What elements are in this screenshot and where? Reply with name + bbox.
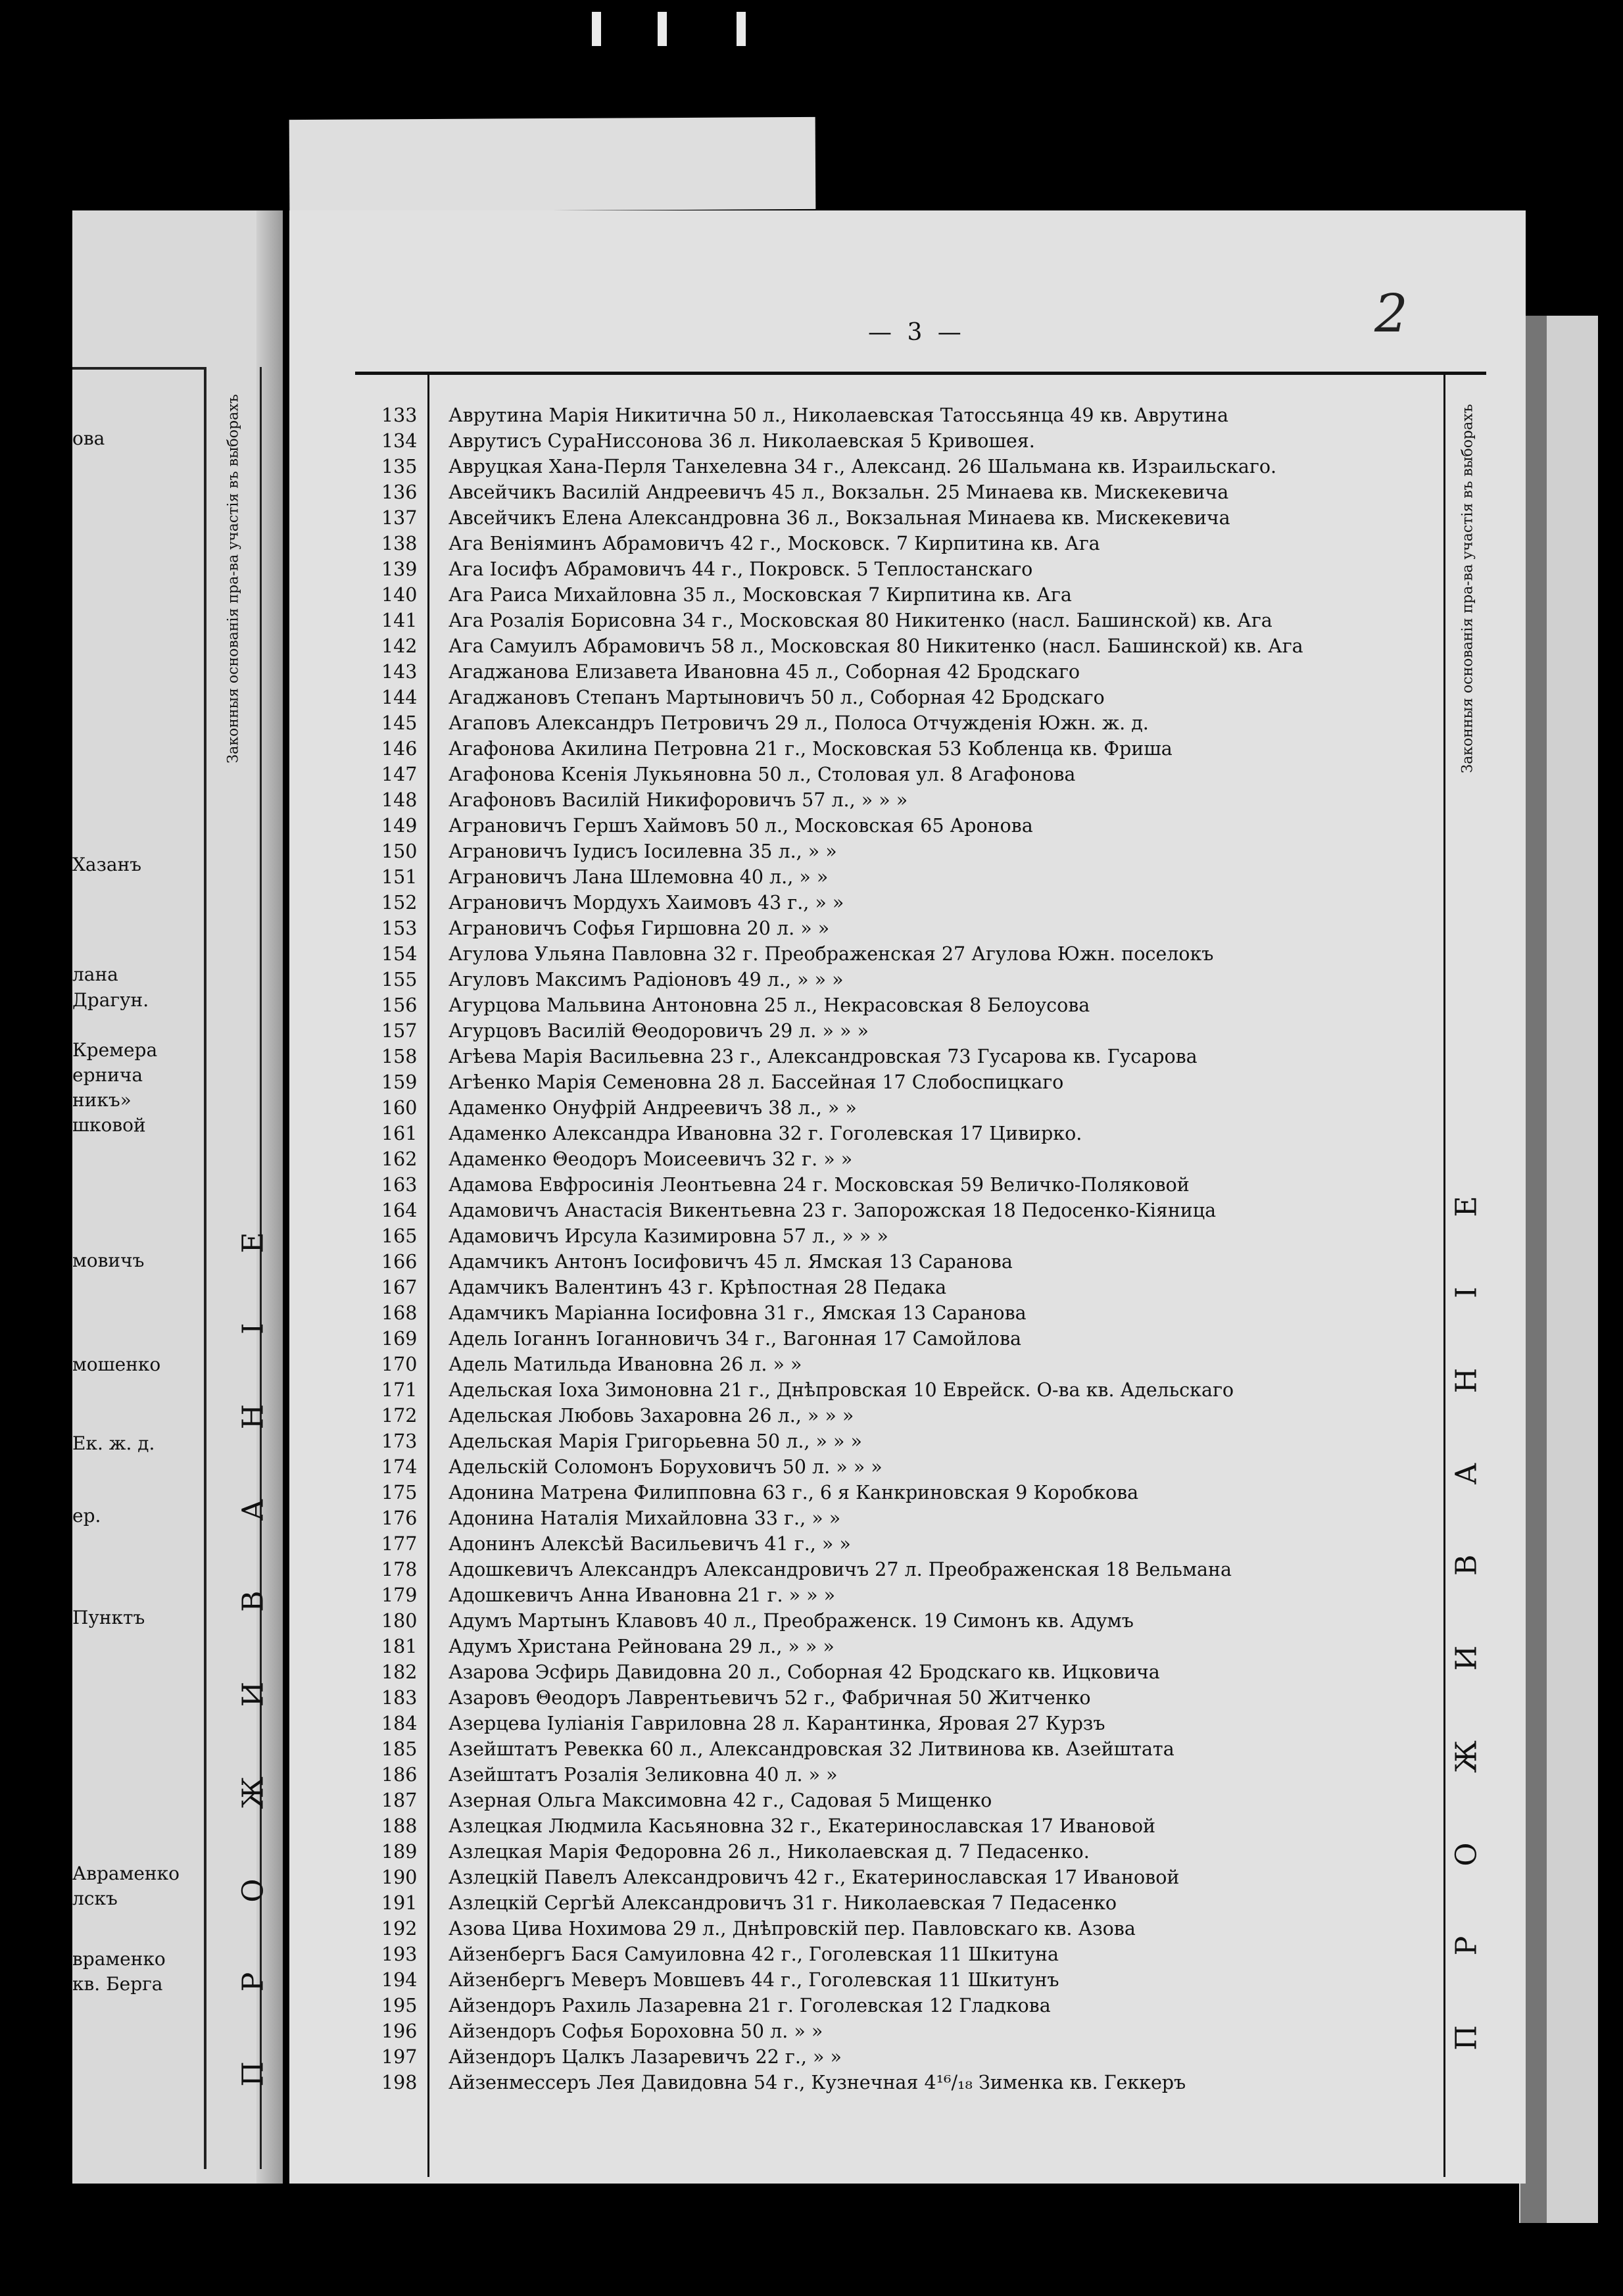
top-rule bbox=[355, 372, 1486, 375]
entry-number: 168 bbox=[381, 1302, 418, 1324]
entry-number: 170 bbox=[381, 1354, 418, 1375]
entry-text: Авсейчикъ Василій Андреевичъ 45 л., Вокзальн. 25 Минаева кв. Мискекевича bbox=[448, 481, 1229, 503]
entry-text: Агѣенко Марія Семеновна 28 л. Бассейная 17 Слобоспицкаго bbox=[448, 1071, 1064, 1093]
list-item bbox=[355, 736, 1447, 762]
list-item bbox=[355, 633, 1447, 659]
entry-text: Адамчикъ Валентинъ 43 г. Крѣпостная 28 Педака bbox=[448, 1277, 947, 1298]
entry-number: 149 bbox=[381, 815, 418, 837]
entry-number: 190 bbox=[381, 1867, 418, 1888]
entry-number: 166 bbox=[381, 1251, 418, 1273]
entry-text: Азова Цива Нохимова 29 л., Днѣпровскій пер. Павловскаго кв. Азова bbox=[448, 1918, 1136, 1940]
list-item bbox=[355, 1942, 1447, 1967]
list-item bbox=[355, 428, 1447, 454]
entry-number: 148 bbox=[381, 789, 418, 811]
entry-text: Агаджанова Елизавета Ивановна 45 л., Соборная 42 Бродскаго bbox=[448, 661, 1080, 683]
list-item bbox=[355, 608, 1447, 633]
page-number: — 3 — bbox=[868, 319, 965, 346]
entry-text: Адамовичъ Ирсула Казимировна 57 л., » » » bbox=[448, 1225, 888, 1247]
entry-text: Авруцкая Хана-Перля Танхелевна 34 г., Александ. 26 Шальмана кв. Израильскаго. bbox=[448, 456, 1277, 477]
entry-number: 192 bbox=[381, 1918, 418, 1940]
entry-number: 153 bbox=[381, 917, 418, 939]
list-item bbox=[355, 1634, 1447, 1659]
entry-number: 181 bbox=[381, 1636, 418, 1657]
entry-text: Аграновичъ Мордухъ Хаимовъ 43 г., » » bbox=[448, 892, 844, 914]
entry-text: Адаменко Θеодоръ Моисеевичъ 32 г. » » bbox=[448, 1148, 853, 1170]
left-page-column-header: Законныя основанія пра-ва участія въ выборахъ bbox=[225, 394, 242, 764]
list-item bbox=[355, 1659, 1447, 1685]
entry-number: 198 bbox=[381, 2072, 418, 2093]
list-item bbox=[355, 1505, 1447, 1531]
list-item bbox=[355, 1403, 1447, 1429]
list-item bbox=[355, 1865, 1447, 1890]
left-fragment: Хазанъ bbox=[72, 854, 142, 875]
entry-text: Агѣева Марія Васильевна 23 г., Александровская 73 Гусарова кв. Гусарова bbox=[448, 1046, 1198, 1067]
list-item bbox=[355, 1531, 1447, 1557]
entry-number: 151 bbox=[381, 866, 418, 888]
list-item bbox=[355, 864, 1447, 890]
list-item bbox=[355, 1095, 1447, 1121]
entry-number: 167 bbox=[381, 1277, 418, 1298]
entry-number: 157 bbox=[381, 1020, 418, 1042]
entry-text: Ага Самуилъ Абрамовичъ 58 л., Московская 80 Никитенко (насл. Башинской) кв. Ага bbox=[448, 635, 1303, 657]
left-fragment: никъ» bbox=[72, 1089, 132, 1111]
list-item bbox=[355, 2070, 1447, 2095]
left-page-top-rule bbox=[72, 367, 204, 370]
list-item bbox=[355, 839, 1447, 864]
list-item bbox=[355, 1172, 1447, 1198]
entry-text: Агурцовъ Василій Θеодоровичъ 29 л. » » » bbox=[448, 1020, 869, 1042]
entry-text: Азерная Ольга Максимовна 42 г., Садовая 5 Мищенко bbox=[448, 1790, 992, 1811]
entry-number: 195 bbox=[381, 1995, 418, 2016]
list-item bbox=[355, 992, 1447, 1018]
entry-text: Азлецкій Павелъ Александровичъ 42 г., Екатеринославская 17 Ивановой bbox=[448, 1867, 1180, 1888]
entry-number: 140 bbox=[381, 584, 418, 606]
entry-number: 186 bbox=[381, 1764, 418, 1786]
entry-text: Агаджановъ Степанъ Мартыновичъ 50 л., Соборная 42 Бродскаго bbox=[448, 687, 1105, 708]
entry-text: Ага Іосифъ Абрамовичъ 44 г., Покровск. 5 Теплостанскаго bbox=[448, 558, 1033, 580]
list-item bbox=[355, 710, 1447, 736]
entry-text: Аврутисъ СураНиссонова 36 л. Николаевская 5 Кривошея. bbox=[448, 430, 1035, 452]
entry-text: Ага Веніяминъ Абрамовичъ 42 г., Московск. 7 Кирпитина кв. Ага bbox=[448, 533, 1100, 554]
list-item bbox=[355, 1813, 1447, 1839]
list-item bbox=[355, 1454, 1447, 1480]
list-item bbox=[355, 1275, 1447, 1300]
entry-number: 189 bbox=[381, 1841, 418, 1863]
right-paper-edge bbox=[1519, 316, 1598, 2223]
list-item bbox=[355, 916, 1447, 941]
entry-text: Азейштатъ Розалія Зеликовна 40 л. » » bbox=[448, 1764, 838, 1786]
entry-number: 146 bbox=[381, 738, 418, 760]
list-item bbox=[355, 1582, 1447, 1608]
entry-number: 139 bbox=[381, 558, 418, 580]
list-item bbox=[355, 1223, 1447, 1249]
entry-text: Адамовичъ Анастасія Викентьевна 23 г. Запорожская 18 Педосенко-Кіяница bbox=[448, 1200, 1217, 1221]
entry-number: 183 bbox=[381, 1687, 418, 1709]
entry-number: 162 bbox=[381, 1148, 418, 1170]
entry-text: Азаровъ Θеодоръ Лаврентьевичъ 52 г., Фабричная 50 Житченко bbox=[448, 1687, 1091, 1709]
entry-text: Агаповъ Александръ Петровичъ 29 л., Полоса Отчужденія Южн. ж. д. bbox=[448, 712, 1149, 734]
entry-text: Айзендоръ Рахиль Лазаревна 21 г. Гоголевская 12 Гладкова bbox=[448, 1995, 1051, 2016]
entry-text: Адамчикъ Антонъ Іосифовичъ 45 л. Ямская 13 Саранова bbox=[448, 1251, 1013, 1273]
entry-text: Айзенмессеръ Лея Давидовна 54 г., Кузнечная 4¹⁶/₁₈ Зименка кв. Геккеръ bbox=[448, 2072, 1186, 2093]
entry-number: 172 bbox=[381, 1405, 418, 1427]
list-item bbox=[355, 1480, 1447, 1505]
entry-number: 196 bbox=[381, 2020, 418, 2042]
list-item bbox=[355, 454, 1447, 479]
list-item bbox=[355, 1890, 1447, 1916]
list-item bbox=[355, 941, 1447, 967]
list-item bbox=[355, 1146, 1447, 1172]
list-item bbox=[355, 762, 1447, 787]
register-page bbox=[289, 210, 1526, 2184]
list-item bbox=[355, 787, 1447, 813]
entry-number: 145 bbox=[381, 712, 418, 734]
entry-number: 161 bbox=[381, 1123, 418, 1144]
list-item bbox=[355, 813, 1447, 839]
entry-text: Агафоновъ Василій Никифоровичъ 57 л., » » » bbox=[448, 789, 908, 811]
entry-text: Айзенбергъ Бася Самуиловна 42 г., Гоголевская 11 Шкитуна bbox=[448, 1943, 1059, 1965]
entry-text: Адошкевичъ Александръ Александровичъ 27 л. Преображенская 18 Вельмана bbox=[448, 1559, 1232, 1580]
entry-text: Азарова Эсфирь Давидовна 20 л., Соборная 42 Бродскаго кв. Ицковича bbox=[448, 1661, 1160, 1683]
left-page-side-label: П Р О Ж И В А Н І Е bbox=[236, 1202, 270, 2087]
list-item bbox=[355, 1352, 1447, 1377]
entry-number: 173 bbox=[381, 1430, 418, 1452]
entry-number: 133 bbox=[381, 404, 418, 426]
list-item bbox=[355, 967, 1447, 992]
list-item bbox=[355, 1121, 1447, 1146]
entry-text: Ага Раиса Михайловна 35 л., Московская 7 Кирпитина кв. Ага bbox=[448, 584, 1072, 606]
list-item bbox=[355, 1788, 1447, 1813]
list-item bbox=[355, 556, 1447, 582]
list-item bbox=[355, 685, 1447, 710]
entry-text: Адонинъ Алексѣй Васильевичъ 41 г., » » bbox=[448, 1533, 851, 1555]
entry-text: Агурцова Мальвина Антоновна 25 л., Некрасовская 8 Белоусова bbox=[448, 994, 1090, 1016]
entry-text: Агулова Ульяна Павловна 32 г. Преображенская 27 Агулова Южн. поселокъ bbox=[448, 943, 1214, 965]
entry-text: Адель Матильда Ивановна 26 л. » » bbox=[448, 1354, 802, 1375]
entry-number: 176 bbox=[381, 1507, 418, 1529]
list-item bbox=[355, 479, 1447, 505]
left-fragment: ова bbox=[72, 427, 105, 449]
entry-number: 193 bbox=[381, 1943, 418, 1965]
entry-number: 191 bbox=[381, 1892, 418, 1914]
entry-number: 180 bbox=[381, 1610, 418, 1632]
entry-text: Агафонова Ксенія Лукьяновна 50 л., Столовая ул. 8 Агафонова bbox=[448, 764, 1076, 785]
list-item bbox=[355, 659, 1447, 685]
left-fragment: мовичъ bbox=[72, 1250, 145, 1271]
entry-number: 143 bbox=[381, 661, 418, 683]
list-item bbox=[355, 505, 1447, 531]
list-item bbox=[355, 1916, 1447, 1942]
entry-number: 164 bbox=[381, 1200, 418, 1221]
left-fragment: Кремера bbox=[72, 1039, 158, 1061]
list-item bbox=[355, 1711, 1447, 1736]
list-item bbox=[355, 531, 1447, 556]
entry-number: 178 bbox=[381, 1559, 418, 1580]
list-item bbox=[355, 1557, 1447, 1582]
entry-number: 150 bbox=[381, 841, 418, 862]
residence-side-label: П Р О Ж И В А Н І Е bbox=[1449, 1165, 1484, 2051]
list-item bbox=[355, 1993, 1447, 2018]
entry-number: 159 bbox=[381, 1071, 418, 1093]
entry-text: Азлецкій Сергѣй Александровичъ 31 г. Николаевская 7 Педасенко bbox=[448, 1892, 1117, 1914]
list-item bbox=[355, 1762, 1447, 1788]
entry-number: 137 bbox=[381, 507, 418, 529]
entry-text: Адельская Любовь Захаровна 26 л., » » » bbox=[448, 1405, 854, 1427]
entry-number: 163 bbox=[381, 1174, 418, 1196]
handwritten-page-number: 2 bbox=[1374, 283, 1408, 344]
entry-number: 141 bbox=[381, 610, 418, 631]
left-fragment: лскъ bbox=[72, 1888, 118, 1909]
entry-number: 194 bbox=[381, 1969, 418, 1991]
entry-number: 171 bbox=[381, 1379, 418, 1401]
entry-number: 160 bbox=[381, 1097, 418, 1119]
left-fragment: Авраменко bbox=[72, 1863, 180, 1884]
entry-number: 158 bbox=[381, 1046, 418, 1067]
entry-text: Адонина Наталія Михайловна 33 г., » » bbox=[448, 1507, 841, 1529]
entry-number: 154 bbox=[381, 943, 418, 965]
entry-number: 175 bbox=[381, 1482, 418, 1503]
list-item bbox=[355, 1069, 1447, 1095]
list-item bbox=[355, 1198, 1447, 1223]
entry-number: 134 bbox=[381, 430, 418, 452]
entry-number: 152 bbox=[381, 892, 418, 914]
entry-number: 135 bbox=[381, 456, 418, 477]
top-scan-marks bbox=[579, 12, 763, 51]
entry-number: 182 bbox=[381, 1661, 418, 1683]
entry-text: Азлецкая Марія Федоровна 26 л., Николаевская д. 7 Педасенко. bbox=[448, 1841, 1090, 1863]
entry-text: Адамчикъ Маріанна Іосифовна 31 г., Ямская 13 Саранова bbox=[448, 1302, 1027, 1324]
entry-text: Аграновичъ Софья Гиршовна 20 л. » » bbox=[448, 917, 830, 939]
entry-text: Адаменко Александра Ивановна 32 г. Гоголевская 17 Цивирко. bbox=[448, 1123, 1082, 1144]
left-fragment: мошенко bbox=[72, 1354, 161, 1375]
entry-number: 147 bbox=[381, 764, 418, 785]
entry-text: Ага Розалія Борисовна 34 г., Московская 80 Никитенко (насл. Башинской) кв. Ага bbox=[448, 610, 1272, 631]
entry-number: 187 bbox=[381, 1790, 418, 1811]
left-fragment: Драгун. bbox=[72, 989, 149, 1011]
list-item bbox=[355, 403, 1447, 428]
entry-text: Азерцева Іуліанія Гавриловна 28 л. Карантинка, Яровая 27 Курзъ bbox=[448, 1713, 1105, 1734]
entry-number: 184 bbox=[381, 1713, 418, 1734]
list-item bbox=[355, 1018, 1447, 1044]
list-item bbox=[355, 1249, 1447, 1275]
left-fragment: лана bbox=[72, 964, 118, 985]
underlying-paper-strip bbox=[289, 117, 816, 212]
entry-number: 138 bbox=[381, 533, 418, 554]
entry-text: Аврутина Марія Никитична 50 л., Николаевская Татоссьянца 49 кв. Аврутина bbox=[448, 404, 1228, 426]
entry-text: Авсейчикъ Елена Александровна 36 л., Вокзальная Минаева кв. Мискекевича bbox=[448, 507, 1230, 529]
entry-number: 169 bbox=[381, 1328, 418, 1350]
entry-text: Адаменко Онуфрій Андреевичъ 38 л., » » bbox=[448, 1097, 857, 1119]
list-item bbox=[355, 582, 1447, 608]
left-page-column-rule bbox=[204, 367, 206, 2169]
entry-number: 174 bbox=[381, 1456, 418, 1478]
entry-text: Агуловъ Максимъ Радіоновъ 49 л., » » » bbox=[448, 969, 844, 990]
entry-number: 156 bbox=[381, 994, 418, 1016]
list-item bbox=[355, 1326, 1447, 1352]
entry-text: Айзенбергъ Меверъ Мовшевъ 44 г., Гоголевская 11 Шкитунъ bbox=[448, 1969, 1059, 1991]
entry-text: Адель Іоганнъ Іоганновичъ 34 г., Вагонная 17 Самойлова bbox=[448, 1328, 1021, 1350]
entry-number: 185 bbox=[381, 1738, 418, 1760]
entry-list bbox=[355, 403, 1447, 2095]
entry-text: Агафонова Акилина Петровна 21 г., Московская 53 Кобленца кв. Фриша bbox=[448, 738, 1173, 760]
entry-text: Адумъ Мартынъ Клавовъ 40 л., Преображенск. 19 Симонъ кв. Адумъ bbox=[448, 1610, 1134, 1632]
entry-number: 165 bbox=[381, 1225, 418, 1247]
entry-text: Аграновичъ Іудисъ Іосилевна 35 л., » » bbox=[448, 841, 837, 862]
entry-text: Адошкевичъ Анна Ивановна 21 г. » » » bbox=[448, 1584, 836, 1606]
list-item bbox=[355, 1685, 1447, 1711]
entry-text: Адумъ Христана Рейнована 29 л., » » » bbox=[448, 1636, 835, 1657]
entry-text: Адельскій Соломонъ Боруховичъ 50 л. » » » bbox=[448, 1456, 883, 1478]
entry-number: 136 bbox=[381, 481, 418, 503]
left-page bbox=[72, 210, 283, 2184]
list-item bbox=[355, 1839, 1447, 1865]
list-item bbox=[355, 1429, 1447, 1454]
left-fragment: шковой bbox=[72, 1114, 146, 1136]
entry-text: Айзендоръ Софья Бороховна 50 л. » » bbox=[448, 2020, 823, 2042]
list-item bbox=[355, 1608, 1447, 1634]
entry-text: Азлецкая Людмила Касьяновна 32 г., Екатеринославская 17 Ивановой bbox=[448, 1815, 1156, 1837]
list-item bbox=[355, 890, 1447, 916]
left-fragment: Ек. ж. д. bbox=[72, 1432, 155, 1454]
left-fragment: ернича bbox=[72, 1064, 143, 1086]
entry-number: 144 bbox=[381, 687, 418, 708]
left-fragment: враменко bbox=[72, 1948, 166, 1970]
list-item bbox=[355, 1044, 1447, 1069]
list-item bbox=[355, 2018, 1447, 2044]
rights-column-header: Законныя основанія пра-ва участія въ выборахъ bbox=[1459, 404, 1476, 773]
left-fragment: ер. bbox=[72, 1505, 101, 1527]
list-item bbox=[355, 1736, 1447, 1762]
list-item bbox=[355, 1300, 1447, 1326]
entry-number: 179 bbox=[381, 1584, 418, 1606]
entry-text: Аграновичъ Лана Шлемовна 40 л., » » bbox=[448, 866, 829, 888]
entry-number: 188 bbox=[381, 1815, 418, 1837]
list-item bbox=[355, 1377, 1447, 1403]
left-fragment: кв. Берга bbox=[72, 1973, 163, 1995]
entry-text: Адельская Марія Григорьевна 50 л., » » » bbox=[448, 1430, 862, 1452]
entry-text: Айзендоръ Цалкъ Лазаревичъ 22 г., » » bbox=[448, 2046, 842, 2068]
left-fragment: Пунктъ bbox=[72, 1607, 145, 1628]
entry-text: Азейштатъ Ревекка 60 л., Александровская 32 Литвинова кв. Азейштата bbox=[448, 1738, 1175, 1760]
entry-text: Адельская Іоха Зимоновна 21 г., Днѣпровская 10 Еврейск. О-ва кв. Адельскаго bbox=[448, 1379, 1234, 1401]
entry-number: 177 bbox=[381, 1533, 418, 1555]
list-item bbox=[355, 2044, 1447, 2070]
entry-text: Аграновичъ Гершъ Хаймовъ 50 л., Московская 65 Аронова bbox=[448, 815, 1033, 837]
entry-number: 155 bbox=[381, 969, 418, 990]
entry-text: Адонина Матрена Филипповна 63 г., 6 я Канкриновская 9 Коробкова bbox=[448, 1482, 1139, 1503]
entry-number: 197 bbox=[381, 2046, 418, 2068]
entry-number: 142 bbox=[381, 635, 418, 657]
entry-text: Адамова Евфросинія Леонтьевна 24 г. Московская 59 Величко-Поляковой bbox=[448, 1174, 1190, 1196]
list-item bbox=[355, 1967, 1447, 1993]
